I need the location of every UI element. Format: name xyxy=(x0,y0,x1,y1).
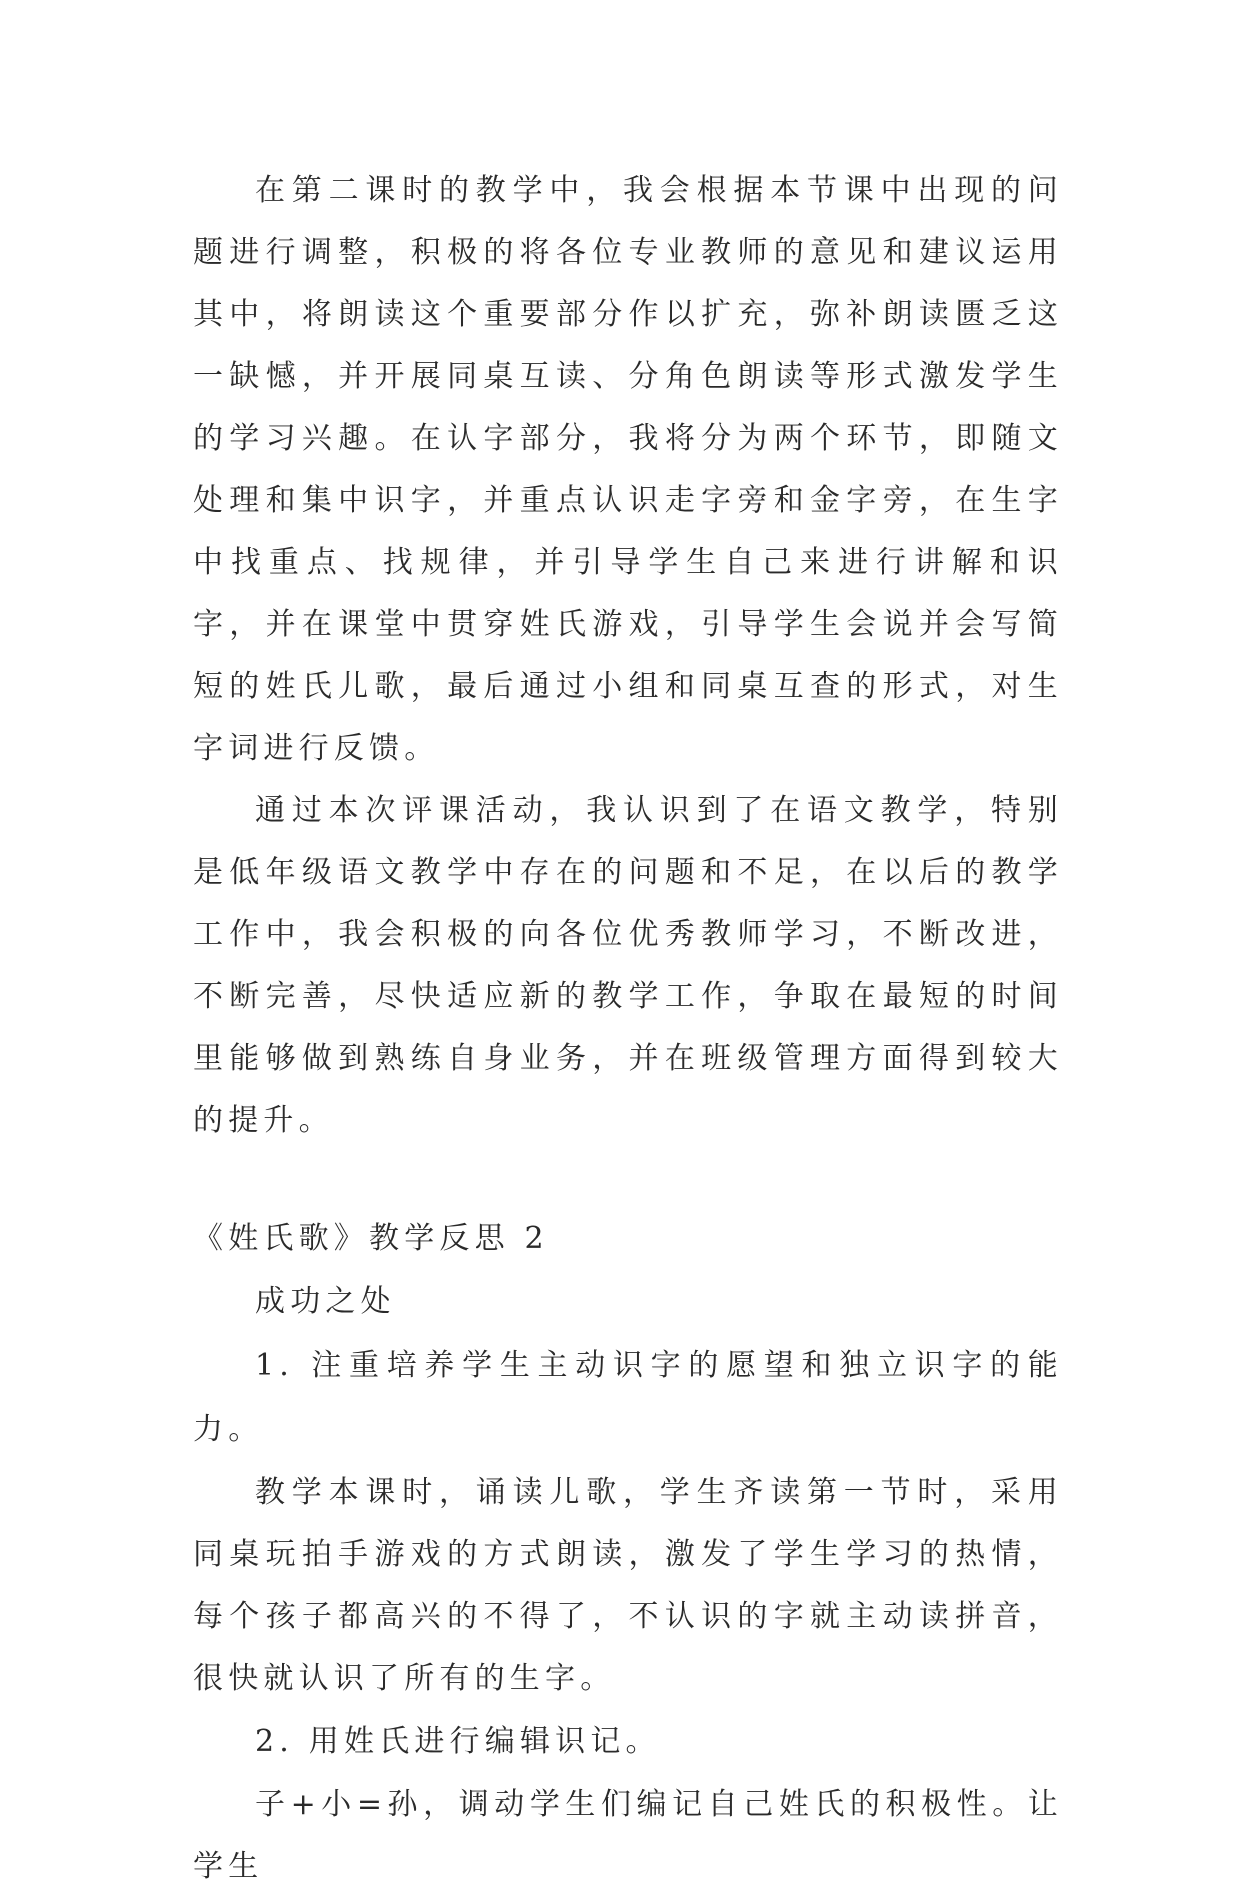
section-title: 《姓氏歌》教学反思 2 xyxy=(193,1221,549,1256)
point-2-heading: 2. 用姓氏进行编辑识记。 xyxy=(255,1724,661,1759)
section-spacer xyxy=(193,1152,1063,1208)
point-1-body: 教学本课时，诵读儿歌，学生齐读第一节时，采用同桌玩拍手游戏的方式朗读，激发了学生学习的热情，每个孩子都高兴的不得了，不认识的字就主动读拼音，很快就认识了所有的生字。 xyxy=(193,1475,1063,1696)
paragraph-lesson-review-reflection: 通过本次评课活动，我认识到了在语文教学，特别是低年级语文教学中存在的问题和不足，在以后的教学工作中，我会积极的向各位优秀教师学习，不断改进，不断完善，尽快适应新的教学工作，争取在最短的时间里能够做到熟练自身业务，并在班级管理方面得到较大的提升。 xyxy=(193,793,1063,1138)
section-subtitle: 成功之处 xyxy=(255,1284,396,1319)
paragraph-second-lesson-plan: 在第二课时的教学中，我会根据本节课中出现的问题进行调整，积极的将各位专业教师的意见和建议运用其中，将朗读这个重要部分作以扩充，弥补朗读匮乏这一缺憾，并开展同桌互读、分角色朗读等形式激发学生的学习兴趣。在认字部分，我将分为两个环节，即随文处理和集中识字，并重点认识走字旁和金字旁，在生字中找重点、找规律，并引导学生自己来进行讲解和识字，并在课堂中贯穿姓氏游戏，引导学生会说并会写简短的姓氏儿歌，最后通过小组和同桌互查的形式，对生字词进行反馈。 xyxy=(193,173,1063,766)
point-1-heading: 1. 注重培养学生主动识字的愿望和独立识字的能力。 xyxy=(193,1348,1063,1447)
document-body xyxy=(193,160,1063,1898)
point-2-body: 子+小=孙，调动学生们编记自己姓氏的积极性。让学生 xyxy=(193,1787,1063,1884)
